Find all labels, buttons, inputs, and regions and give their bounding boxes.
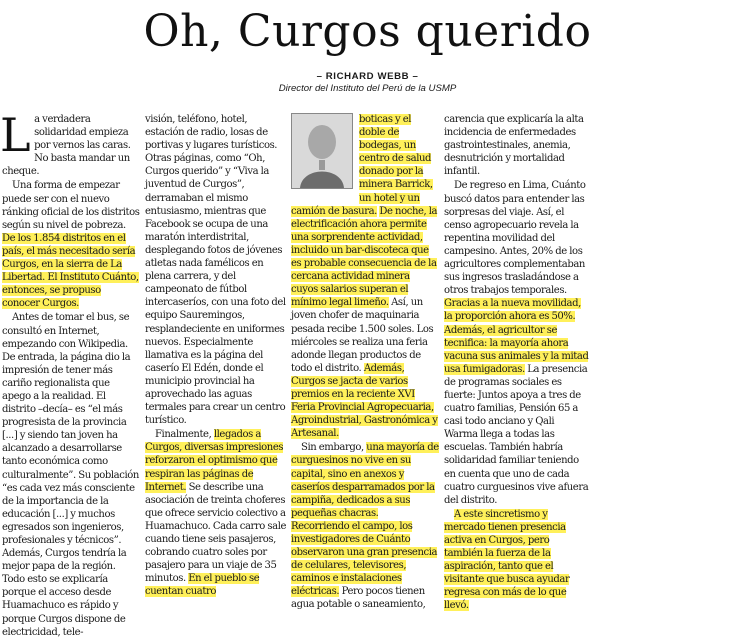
- highlighted-text: De los 1.854 distritos en el país, el más necesitado sería Curgos, en la sierra de La Libertad. El Instituto Cuánto, entonces, se propuso conocer Curgos.: [2, 232, 139, 310]
- text-run: Una forma de empezar puede ser con el nuevo ránking oficial de los distritos según su nivel de pobreza.: [2, 180, 140, 231]
- article-paragraph: [444, 113, 589, 178]
- article-column-2: [145, 113, 288, 598]
- text-run: Pero pocos tienen agua potable o saneamiento,: [291, 586, 426, 611]
- article-column-4: [444, 113, 589, 612]
- text-run: a verdadera solidaridad empieza por vernos las caras. No basta mandar un cheque.: [2, 114, 131, 178]
- text-run: Sin embargo,: [301, 442, 367, 454]
- author-role: Director del Instituto del Perú de la USMP: [278, 83, 457, 94]
- highlighted-text: Además, Curgos se jacta de varios premios en la reciente XVI Feria Provincial Agropecuaria, Agroindustrial, Gastronómica y Artesanal.: [291, 362, 438, 440]
- highlighted-text: De noche, la electrificación ahora permite una sorprendente actividad, incluido un bar-discoteca que es probable consecuencia de la cercana actividad minera cuyos salarios superan el mínimo legal limeño.: [291, 205, 438, 309]
- portrait-image: [292, 114, 352, 188]
- article-paragraph: [444, 508, 589, 613]
- article-paragraph: [2, 179, 140, 310]
- text-run: carencia que explicaría la alta incidencia de enfermedades gastrointestinales, anemia, desnutrición y mortalidad infantil.: [444, 114, 584, 178]
- text-run: Finalmente,: [155, 429, 214, 441]
- text-run: La presencia de programas sociales es fuerte: Juntos apoya a tres de cuatro familias, Pensión 65 a casi todo anciano y Qali Warma llega a todas las escuelas. También habría solidaridad familiar teniendo en cuenta que uno de cada cuatro curguesinos vive afuera del distrito.: [444, 363, 589, 506]
- text-run: De regreso en Lima, Cuánto buscó datos para entender las sorpresas del viaje. Así, el censo agropecuario revela la repentina movilidad del campesino. Antes, 20% de los agricultores complementaban sus ingresos trasladándose a otros trabajos temporales.: [444, 180, 586, 297]
- article-column-1: [0, 108, 140, 638]
- text-run: Se describe una asociación de treinta choferes que ofrece servicio colectivo a Huamachuco. Cada carro sale cuando tiene seis pasajeros, cobrando cuatro soles por pasajero para un viaje de 35 minutos.: [145, 481, 287, 585]
- author-name: – RICHARD WEBB –: [316, 71, 419, 82]
- byline: [0, 71, 735, 95]
- article-paragraph: [2, 311, 140, 638]
- drop-cap: L: [0, 108, 31, 162]
- highlighted-text: A este sincretismo y mercado tienen presencia activa en Curgos, pero también la fuerza de la aspiración, tanto que el visitante que busca ayudar regresa con más de lo que llevó.: [444, 508, 570, 612]
- article-paragraph: [145, 428, 288, 598]
- author-photo: [291, 113, 353, 189]
- article-paragraph: [444, 179, 589, 506]
- text-run: Antes de tomar el bus, se consultó en Internet, empezando con Wikipedia. De entrada, la página dio la impresión de tener más cariño regionalista que apego a la realidad. El distrito –decía– es “el más progresista de la provincia [...] y siendo tan joven ha alcanzado a desarrollarse tanto económica como culturalmente”. Su población “es cada vez más consciente de la importancia de la educación [...] y muchos egresados son ingenieros, profesionales y técnicos”. Además, Curgos tendría la mejor papa de la región. Todo esto se explicaría porque el acceso desde Huamachuco es rápido y porque Curgos dispone de electricidad, tele-: [2, 312, 139, 638]
- highlighted-text: una mayoría de curguesinos no vive en su capital, sino en anexos y caseríos desparramados por la campiña, dedicados a sus pequeñas chacras. Recorriendo el campo, los investigadores de Cuánto observaron una gran presencia de celulares, televisores, caminos e instalaciones eléctricas.: [291, 442, 439, 598]
- highlighted-text: boticas y el doble de bodegas, un centro de salud donado por la minera Barrick, un hotel y un camión de basura.: [291, 114, 433, 217]
- article-title: Oh, Curgos querido: [143, 6, 592, 57]
- text-run: visión, teléfono, hotel, estación de radio, losas de portivas y lugares turísticos. Otras páginas, como “Oh, Curgos querido” y “Viva la juventud de Curgos”, derramaban el mismo entusiasmo, mientras que Facebook se ocupa de una maratón interdistrital, desplegando fotos de jóvenes atletas nada famélicos en plena carrera, y del campeonato de fútbol intercaseríos, con una foto del equipo Sauremingos, resplandeciente en uniformes nuevos. Especialmente llamativa es la página del caserío El Edén, donde el municipio provincial ha aprovechado las aguas termales para crear un centro turístico.: [145, 114, 286, 427]
- article-column-3: [291, 113, 439, 611]
- highlighted-text: llegados a Curgos, diversas impresiones reforzaron el optimismo que respiran las páginas de Internet.: [145, 429, 284, 493]
- highlighted-text: En el pueblo se cuentan cuatro: [145, 573, 260, 598]
- article-paragraph: [291, 441, 439, 611]
- article-paragraph: [145, 113, 288, 427]
- highlighted-text: Gracias a la nueva movilidad, la proporción ahora es 50%. Además, el agricultor se tecnifica: la mayoría ahora vacuna sus animales y la mitad usa fumigadoras.: [444, 298, 589, 375]
- text-run: Así, un joven chofer de maquinaria pesada recibe 1.500 soles. Los miércoles se realiza una feria adonde llegan productos de todo el distrito.: [291, 297, 434, 374]
